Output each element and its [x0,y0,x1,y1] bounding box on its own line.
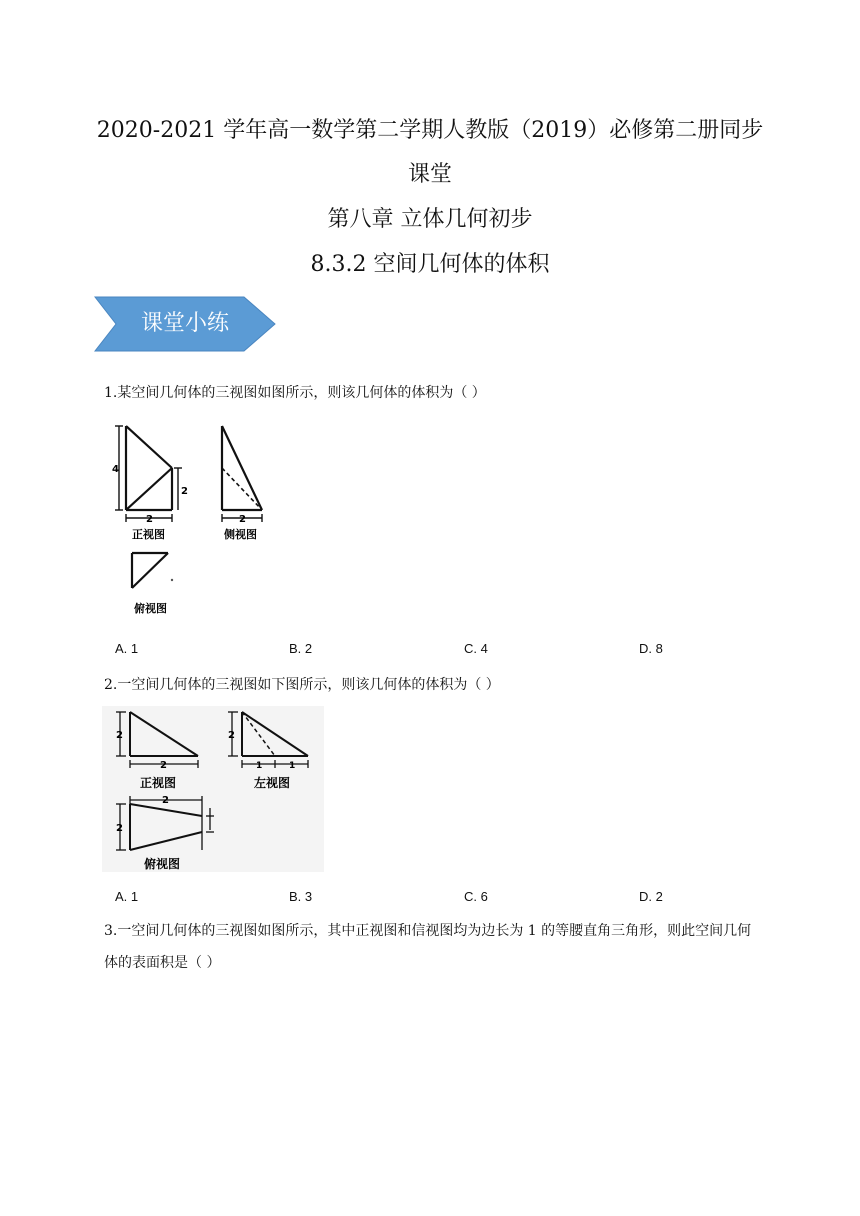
q2-dim-top-height: 2 [116,823,123,834]
question-3-text: 3.一空间几何体的三视图如图所示，其中正视图和信视图均为边长为 1 的等腰直角三角形，则此空间几何体的表面积是（ ） [104,923,752,971]
q2-dim-side-width-2: 1 [289,761,296,771]
q1-option-c: C. 4 [464,641,488,656]
section-title: 8.3.2 空间几何体的体积 [310,252,550,277]
q2-front-view-label: 正视图 [140,776,177,790]
q1-side-view-label: 侧视图 [224,528,257,541]
q1-top-view-label: 俯视图 [134,602,167,615]
question-2-figure [102,706,324,872]
q2-dim-front-width: 2 [160,760,167,771]
q1-option-d: D. 8 [639,641,663,656]
banner-label: 课堂小练 [140,311,229,336]
q1-dim-side-base: 2 [239,514,246,525]
chapter-title: 第八章 立体几何初步 [327,207,533,232]
q2-dim-side-width-1: 1 [256,761,263,771]
q2-dim-front-height: 2 [116,730,123,741]
q2-option-c: C. 6 [464,889,488,904]
q1-front-view-label: 正视图 [132,528,165,541]
document-title-line2: 课堂 [407,162,452,187]
q2-dim-side-height: 2 [228,730,235,741]
q1-option-b: B. 2 [289,641,313,656]
question-1-text: 1.某空间几何体的三视图如图所示，则该几何体的体积为（ ） [104,385,486,401]
question-2-text: 2.一空间几何体的三视图如下图所示，则该几何体的体积为（ ） [104,677,500,693]
q2-option-a: A. 1 [115,889,139,904]
q2-option-d: D. 2 [639,889,663,904]
q1-dim-base: 2 [146,514,153,525]
q2-top-view-label: 俯视图 [144,857,181,871]
q2-option-b: B. 3 [289,889,313,904]
q2-dim-top-width: 2 [162,795,169,806]
q2-side-view-label: 左视图 [254,776,291,790]
document-title-line1: 2020-2021 学年高一数学第二学期人教版（2019）必修第二册同步 [96,118,764,143]
q1-dim-mid: 2 [181,486,188,497]
q1-dim-height: 4 [112,464,119,475]
question-1-figure [104,418,284,623]
q1-option-a: A. 1 [115,641,139,656]
